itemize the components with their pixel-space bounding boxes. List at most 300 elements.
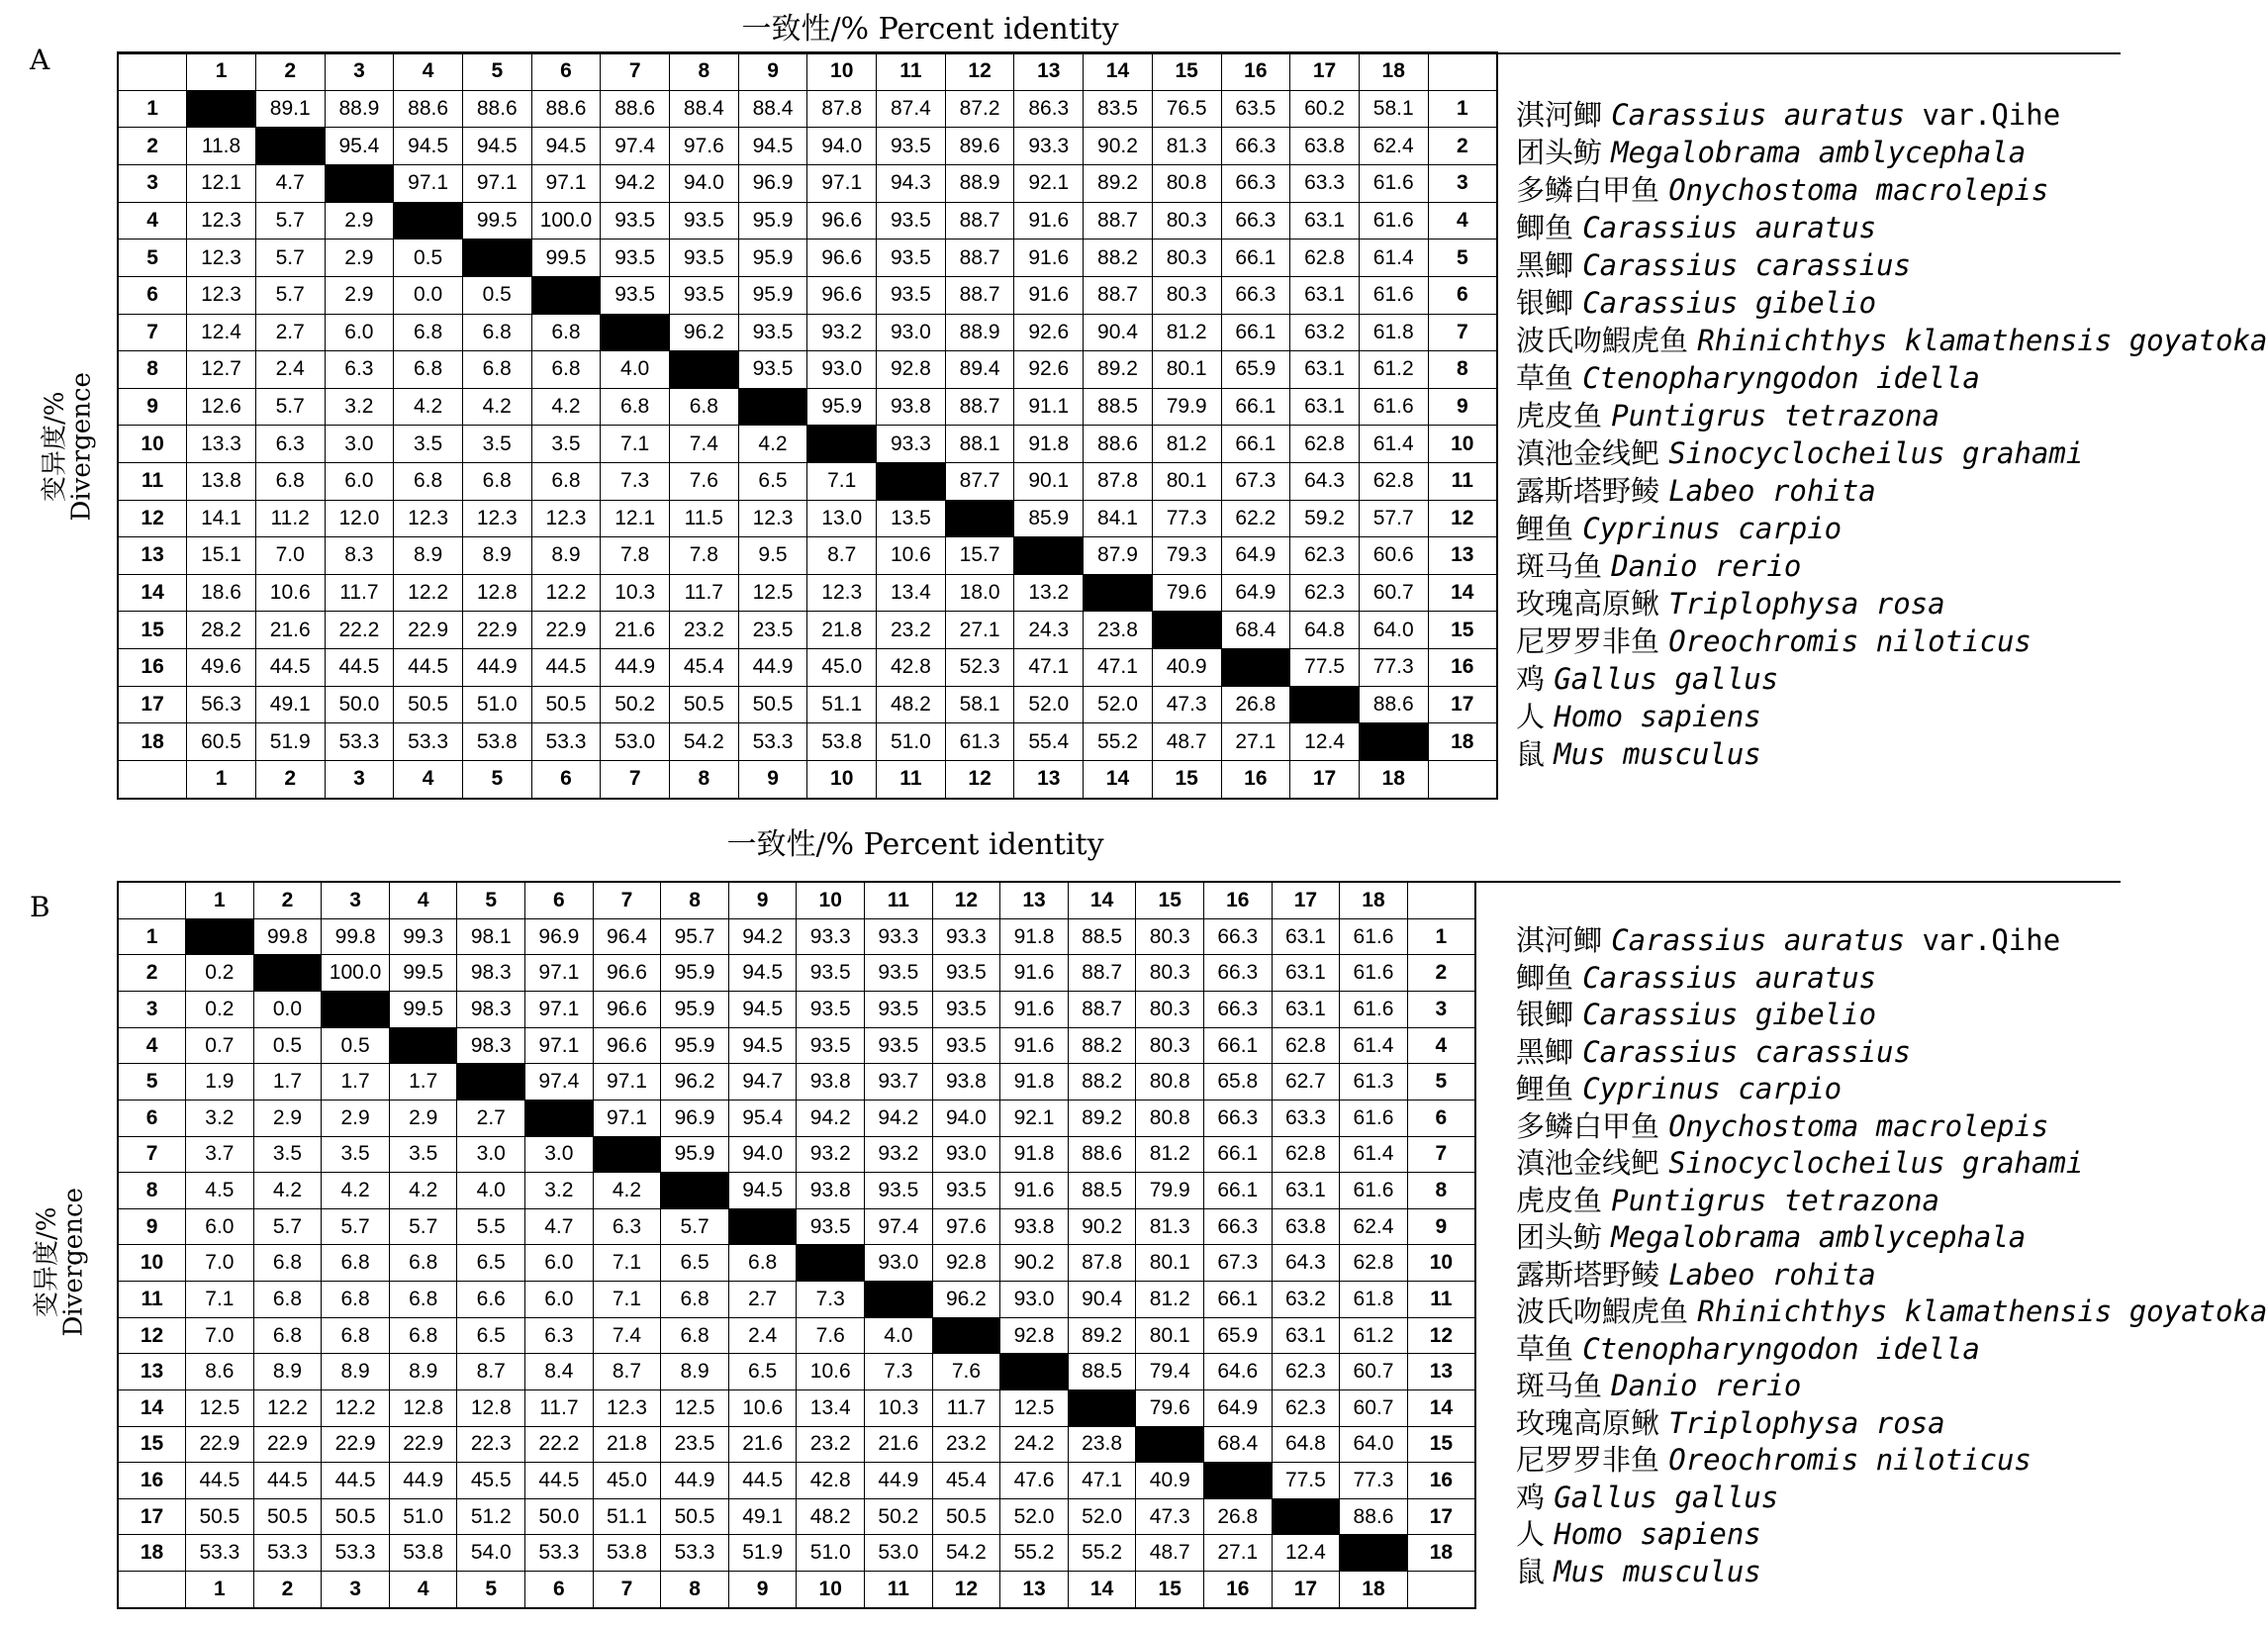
- matrix-cell: 93.5: [865, 1173, 933, 1209]
- matrix-cell: 79.3: [1152, 537, 1221, 575]
- matrix-cell: 88.9: [325, 90, 394, 128]
- matrix-cell: 63.2: [1272, 1282, 1340, 1318]
- row-header-right-13: 13: [1407, 1354, 1475, 1390]
- species-latin-name: Carassius gibelio: [1582, 998, 1877, 1031]
- matrix-cell: 7.6: [797, 1317, 865, 1354]
- matrix-cell: 1.7: [389, 1064, 457, 1101]
- matrix-cell: 90.2: [1084, 128, 1153, 165]
- matrix-cell: 76.5: [1152, 90, 1221, 128]
- matrix-cell: 80.3: [1152, 276, 1221, 314]
- matrix-cell: 97.6: [670, 128, 739, 165]
- matrix-cell: 44.5: [394, 649, 463, 687]
- column-header-1: 1: [186, 882, 254, 918]
- species-cn-name: 鲫鱼: [1516, 211, 1583, 244]
- species-cn-name: 玫瑰高原鳅: [1516, 587, 1669, 621]
- matrix-cell: 88.7: [945, 202, 1014, 239]
- matrix-cell: 96.2: [670, 314, 739, 351]
- species-latin-name: Sinocyclocheilus grahami: [1668, 436, 2084, 470]
- matrix-cell: 6.8: [253, 1282, 322, 1318]
- table-row: [118, 314, 1497, 351]
- matrix-cell: 93.5: [932, 1027, 1000, 1064]
- column-header-9: 9: [728, 882, 797, 918]
- table-row: [118, 1064, 1475, 1101]
- table-row: [118, 1245, 1475, 1282]
- matrix-cell: 2.9: [389, 1100, 457, 1136]
- matrix-cell: 7.0: [255, 537, 325, 575]
- row-header-right-11: 11: [1407, 1282, 1475, 1318]
- matrix-cell: 91.8: [1014, 426, 1084, 463]
- matrix-cell: 51.0: [877, 723, 946, 761]
- matrix-cell: 22.9: [322, 1426, 390, 1463]
- matrix-cell: 96.2: [661, 1064, 729, 1101]
- matrix-cell: 7.0: [186, 1245, 254, 1282]
- matrix-cell: 88.7: [1084, 202, 1153, 239]
- species-cn-name: 滇池金线鲃: [1516, 1146, 1669, 1180]
- matrix-cell: 0.5: [253, 1027, 322, 1064]
- column-header-16: 16: [1204, 882, 1273, 918]
- matrix-cell: 55.2: [1084, 723, 1153, 761]
- table-row: [118, 202, 1497, 239]
- matrix-cell: 4.7: [255, 165, 325, 203]
- matrix-cell: 51.1: [593, 1498, 661, 1535]
- panel-a-label: A: [30, 44, 50, 76]
- matrix-cell: 94.5: [728, 1027, 797, 1064]
- species-latin-name: Danio rerio: [1611, 549, 1802, 583]
- species-latin-name: Rhinichthys klamathensis goyatoka: [1697, 324, 2268, 357]
- matrix-cell: 53.0: [601, 723, 670, 761]
- matrix-cell: 60.7: [1340, 1354, 1408, 1390]
- matrix-cell: 50.5: [531, 686, 601, 723]
- species-latin-name: Carassius auratus: [1611, 923, 1906, 957]
- column-footer-14: 14: [1084, 760, 1153, 799]
- matrix-cell: 7.8: [601, 537, 670, 575]
- matrix-cell: 27.1: [1204, 1535, 1273, 1572]
- matrix-cell: 83.5: [1084, 90, 1153, 128]
- matrix-cell: 4.2: [531, 388, 601, 426]
- species-label: [1516, 582, 1945, 622]
- matrix-cell: 93.5: [797, 1208, 865, 1245]
- matrix-cell: 21.6: [255, 612, 325, 649]
- panel-a-ylabel-cn: 变异度/%: [40, 391, 70, 503]
- species-cn-name: 波氏吻鰕虎鱼: [1516, 1294, 1698, 1328]
- matrix-cell: 63.1: [1272, 955, 1340, 992]
- matrix-cell: 87.4: [877, 90, 946, 128]
- matrix-cell: 93.2: [797, 1136, 865, 1173]
- row-header-4: 4: [118, 202, 187, 239]
- matrix-cell: 10.3: [601, 574, 670, 612]
- matrix-cell: 88.9: [945, 165, 1014, 203]
- table-row: [118, 955, 1475, 992]
- row-header-right-16: 16: [1428, 649, 1497, 687]
- row-header-right-4: 4: [1428, 202, 1497, 239]
- matrix-cell: 63.8: [1272, 1208, 1340, 1245]
- species-label: [1516, 1215, 2026, 1256]
- matrix-cell: 6.8: [394, 314, 463, 351]
- species-cn-name: 多鳞白甲鱼: [1516, 1108, 1669, 1143]
- row-header-12: 12: [118, 500, 187, 537]
- matrix-cell: 66.3: [1204, 955, 1273, 992]
- matrix-cell: 61.3: [945, 723, 1014, 761]
- matrix-cell: 89.2: [1068, 1317, 1136, 1354]
- column-header-11: 11: [877, 52, 946, 90]
- matrix-cell: 51.9: [255, 723, 325, 761]
- matrix-cell: 79.9: [1152, 388, 1221, 426]
- species-label: [1516, 695, 1761, 735]
- matrix-cell: 63.2: [1290, 314, 1360, 351]
- matrix-cell: 50.2: [865, 1498, 933, 1535]
- matrix-cell: 53.3: [531, 723, 601, 761]
- matrix-cell: 88.6: [1068, 1136, 1136, 1173]
- panel-a-ylabel-en: Divergence: [67, 372, 97, 522]
- matrix-cell: 62.7: [1272, 1064, 1340, 1101]
- matrix-cell: 0.5: [462, 276, 531, 314]
- diagonal-cell: [187, 90, 256, 128]
- species-label: [1516, 131, 2026, 171]
- matrix-cell: 48.2: [877, 686, 946, 723]
- matrix-cell: 63.1: [1272, 1317, 1340, 1354]
- species-suffix: var.Qihe: [1905, 98, 2061, 132]
- species-latin-name: Carassius gibelio: [1582, 286, 1877, 320]
- row-header-18: 18: [118, 1535, 186, 1572]
- column-header-14: 14: [1068, 882, 1136, 918]
- matrix-cell: 96.6: [593, 992, 661, 1028]
- matrix-cell: 7.1: [593, 1282, 661, 1318]
- matrix-cell: 93.5: [797, 992, 865, 1028]
- matrix-cell: 11.7: [670, 574, 739, 612]
- matrix-cell: 91.6: [1000, 992, 1069, 1028]
- matrix-cell: 93.8: [797, 1173, 865, 1209]
- matrix-cell: 4.2: [253, 1173, 322, 1209]
- matrix-cell: 13.5: [877, 500, 946, 537]
- matrix-cell: 79.9: [1136, 1173, 1204, 1209]
- matrix-cell: 63.1: [1272, 1173, 1340, 1209]
- matrix-cell: 62.8: [1359, 462, 1428, 500]
- matrix-cell: 94.0: [807, 128, 877, 165]
- matrix-cell: 93.2: [807, 314, 877, 351]
- species-label: [1516, 993, 1876, 1033]
- species-cn-name: 尼罗罗非鱼: [1516, 1443, 1669, 1477]
- matrix-cell: 80.3: [1152, 239, 1221, 277]
- matrix-cell: 40.9: [1136, 1463, 1204, 1499]
- matrix-header-row: [118, 52, 1497, 90]
- matrix-cell: 86.3: [1014, 90, 1084, 128]
- matrix-cell: 8.4: [525, 1354, 594, 1390]
- column-header-9: 9: [738, 52, 807, 90]
- matrix-cell: 51.0: [389, 1498, 457, 1535]
- species-cn-name: 淇河鲫: [1516, 923, 1612, 957]
- matrix-cell: 44.5: [186, 1463, 254, 1499]
- species-cn-name: 玫瑰高原鳅: [1516, 1405, 1669, 1440]
- species-label: [1516, 1067, 1842, 1107]
- matrix-cell: 87.9: [1084, 537, 1153, 575]
- row-header-right-10: 10: [1407, 1245, 1475, 1282]
- row-header-right-4: 4: [1407, 1027, 1475, 1064]
- matrix-cell: 61.6: [1359, 165, 1428, 203]
- row-header-10: 10: [118, 1245, 186, 1282]
- matrix-cell: 5.7: [255, 276, 325, 314]
- matrix-cell: 61.3: [1340, 1064, 1408, 1101]
- matrix-cell: 93.5: [601, 239, 670, 277]
- matrix-cell: 98.3: [457, 955, 525, 992]
- diagonal-cell: [389, 1027, 457, 1064]
- table-row: [118, 90, 1497, 128]
- diagonal-cell: [738, 388, 807, 426]
- matrix-cell: 6.8: [322, 1282, 390, 1318]
- matrix-cell: 88.9: [945, 314, 1014, 351]
- matrix-cell: 45.5: [457, 1463, 525, 1499]
- table-row: [118, 723, 1497, 761]
- matrix-cell: 47.3: [1136, 1498, 1204, 1535]
- panel-b: [0, 819, 2268, 1628]
- matrix-cell: 88.7: [1068, 955, 1136, 992]
- matrix-cell: 98.3: [457, 1027, 525, 1064]
- matrix-cell: 12.3: [738, 500, 807, 537]
- species-latin-name: Megalobrama amblycephala: [1611, 136, 2027, 169]
- matrix-cell: 88.6: [1359, 686, 1428, 723]
- matrix-cell: 12.4: [1290, 723, 1360, 761]
- matrix-cell: 6.8: [389, 1245, 457, 1282]
- matrix-cell: 23.2: [797, 1426, 865, 1463]
- species-cn-name: 露斯塔野鲮: [1516, 1257, 1669, 1292]
- matrix-cell: 93.5: [877, 276, 946, 314]
- matrix-cell: 66.1: [1221, 388, 1290, 426]
- matrix-cell: 62.3: [1290, 537, 1360, 575]
- row-header-2: 2: [118, 128, 187, 165]
- matrix-cell: 81.3: [1136, 1208, 1204, 1245]
- matrix-cell: 54.0: [457, 1535, 525, 1572]
- diagonal-cell: [1136, 1426, 1204, 1463]
- matrix-cell: 7.0: [186, 1317, 254, 1354]
- matrix-cell: 61.4: [1340, 1027, 1408, 1064]
- diagonal-cell: [1068, 1389, 1136, 1426]
- matrix-cell: 97.1: [525, 992, 594, 1028]
- species-label: [1516, 206, 1876, 246]
- species-label: [1516, 1253, 1876, 1293]
- matrix-cell: 88.5: [1068, 1354, 1136, 1390]
- species-latin-name: Onychostoma macrolepis: [1668, 1108, 2049, 1143]
- matrix-cell: 44.9: [389, 1463, 457, 1499]
- matrix-corner: [118, 52, 187, 90]
- matrix-cell: 44.5: [525, 1463, 594, 1499]
- column-footer-12: 12: [945, 760, 1014, 799]
- row-header-right-2: 2: [1407, 955, 1475, 992]
- panel-a-ylabel: [40, 298, 97, 595]
- matrix-cell: 24.3: [1014, 612, 1084, 649]
- matrix-cell: 93.5: [932, 992, 1000, 1028]
- column-header-11: 11: [865, 882, 933, 918]
- matrix-cell: 23.8: [1084, 612, 1153, 649]
- matrix-cell: 47.1: [1068, 1463, 1136, 1499]
- matrix-cell: 40.9: [1152, 649, 1221, 687]
- species-cn-name: 团头鲂: [1516, 1220, 1612, 1254]
- matrix-cell: 5.7: [389, 1208, 457, 1245]
- species-cn-name: 斑马鱼: [1516, 1369, 1612, 1402]
- matrix-cell: 6.3: [525, 1317, 594, 1354]
- table-row: [118, 574, 1497, 612]
- matrix-cell: 13.0: [807, 500, 877, 537]
- diagonal-cell: [457, 1064, 525, 1101]
- column-footer-13: 13: [1000, 1572, 1069, 1608]
- matrix-cell: 88.6: [1084, 426, 1153, 463]
- diagonal-cell: [255, 128, 325, 165]
- matrix-cell: 61.4: [1340, 1136, 1408, 1173]
- species-cn-name: 滇池金线鲃: [1516, 436, 1669, 470]
- species-cn-name: 黑鲫: [1516, 248, 1583, 282]
- column-footer-17: 17: [1290, 760, 1360, 799]
- matrix-cell: 88.6: [394, 90, 463, 128]
- matrix-cell: 13.3: [187, 426, 256, 463]
- matrix-corner: [1407, 882, 1475, 918]
- matrix-cell: 2.9: [325, 276, 394, 314]
- matrix-cell: 2.7: [457, 1100, 525, 1136]
- matrix-cell: 6.5: [457, 1245, 525, 1282]
- species-latin-name: Onychostoma macrolepis: [1668, 173, 2049, 207]
- column-footer-4: 4: [389, 1572, 457, 1608]
- matrix-cell: 88.5: [1068, 1173, 1136, 1209]
- matrix-cell: 13.4: [877, 574, 946, 612]
- matrix-cell: 12.4: [187, 314, 256, 351]
- matrix-cell: 48.7: [1152, 723, 1221, 761]
- species-label: [1516, 1364, 1801, 1404]
- species-label: [1516, 1476, 1778, 1516]
- matrix-cell: 5.7: [255, 202, 325, 239]
- column-footer-8: 8: [661, 1572, 729, 1608]
- diagonal-cell: [877, 462, 946, 500]
- row-header-right-11: 11: [1428, 462, 1497, 500]
- species-label: [1516, 469, 1876, 510]
- matrix-cell: 18.6: [187, 574, 256, 612]
- matrix-cell: 61.8: [1340, 1282, 1408, 1318]
- matrix-cell: 52.0: [1000, 1498, 1069, 1535]
- matrix-cell: 90.2: [1000, 1245, 1069, 1282]
- matrix-corner: [118, 882, 186, 918]
- matrix-cell: 80.3: [1152, 202, 1221, 239]
- row-header-5: 5: [118, 1064, 186, 1101]
- row-header-9: 9: [118, 1208, 186, 1245]
- matrix-cell: 12.3: [394, 500, 463, 537]
- diagonal-cell: [1204, 1463, 1273, 1499]
- matrix-cell: 93.5: [601, 202, 670, 239]
- row-header-13: 13: [118, 1354, 186, 1390]
- matrix-cell: 50.5: [661, 1498, 729, 1535]
- matrix-cell: 77.3: [1359, 649, 1428, 687]
- matrix-cell: 88.6: [601, 90, 670, 128]
- table-row: [118, 918, 1475, 955]
- matrix-cell: 44.5: [255, 649, 325, 687]
- matrix-cell: 65.9: [1204, 1317, 1273, 1354]
- matrix-cell: 4.2: [462, 388, 531, 426]
- matrix-cell: 0.5: [322, 1027, 390, 1064]
- matrix-cell: 8.9: [394, 537, 463, 575]
- matrix-cell: 61.2: [1359, 351, 1428, 389]
- matrix-cell: 88.7: [1068, 992, 1136, 1028]
- column-header-2: 2: [253, 882, 322, 918]
- matrix-footer-row: [118, 1572, 1475, 1608]
- matrix-cell: 23.2: [877, 612, 946, 649]
- row-header-9: 9: [118, 388, 187, 426]
- row-header-right-9: 9: [1428, 388, 1497, 426]
- matrix-cell: 97.4: [525, 1064, 594, 1101]
- species-label: [1516, 1512, 1761, 1553]
- species-latin-name: Danio rerio: [1611, 1369, 1802, 1402]
- matrix-cell: 12.5: [738, 574, 807, 612]
- species-label: [1516, 394, 1939, 434]
- matrix-cell: 22.3: [457, 1426, 525, 1463]
- matrix-cell: 10.3: [865, 1389, 933, 1426]
- matrix-cell: 6.8: [389, 1317, 457, 1354]
- matrix-cell: 93.5: [932, 955, 1000, 992]
- matrix-cell: 45.0: [593, 1463, 661, 1499]
- species-cn-name: 斑马鱼: [1516, 549, 1612, 583]
- matrix-cell: 12.3: [531, 500, 601, 537]
- matrix-cell: 12.4: [1272, 1535, 1340, 1572]
- row-header-right-17: 17: [1407, 1498, 1475, 1535]
- column-header-17: 17: [1272, 882, 1340, 918]
- matrix-cell: 96.6: [807, 202, 877, 239]
- matrix-cell: 95.9: [661, 992, 729, 1028]
- matrix-cell: 15.1: [187, 537, 256, 575]
- column-footer-16: 16: [1204, 1572, 1273, 1608]
- matrix-cell: 79.6: [1152, 574, 1221, 612]
- matrix-cell: 67.3: [1204, 1245, 1273, 1282]
- column-header-1: 1: [187, 52, 256, 90]
- species-label: [1516, 732, 1761, 773]
- diagonal-cell: [1272, 1498, 1340, 1535]
- matrix-cell: 61.4: [1359, 426, 1428, 463]
- diagonal-cell: [1000, 1354, 1069, 1390]
- matrix-cell: 6.8: [462, 314, 531, 351]
- table-row: [118, 1463, 1475, 1499]
- matrix-cell: 91.8: [1000, 1136, 1069, 1173]
- species-cn-name: 露斯塔野鲮: [1516, 474, 1669, 508]
- matrix-cell: 11.7: [932, 1389, 1000, 1426]
- matrix-cell: 22.9: [462, 612, 531, 649]
- diagonal-cell: [670, 351, 739, 389]
- matrix-cell: 50.2: [601, 686, 670, 723]
- diagonal-cell: [797, 1245, 865, 1282]
- matrix-cell: 64.8: [1290, 612, 1360, 649]
- species-label: [1516, 1030, 1911, 1071]
- matrix-cell: 93.3: [797, 918, 865, 955]
- matrix-cell: 6.8: [394, 351, 463, 389]
- matrix-cell: 97.4: [601, 128, 670, 165]
- matrix-cell: 63.1: [1272, 992, 1340, 1028]
- matrix-cell: 62.4: [1359, 128, 1428, 165]
- table-row: [118, 992, 1475, 1028]
- matrix-cell: 94.5: [728, 1173, 797, 1209]
- matrix-cell: 6.8: [322, 1245, 390, 1282]
- diagonal-cell: [932, 1317, 1000, 1354]
- species-latin-name: Triplophysa rosa: [1668, 587, 1945, 621]
- matrix-header-row: [118, 882, 1475, 918]
- row-header-right-10: 10: [1428, 426, 1497, 463]
- matrix-cell: 51.0: [462, 686, 531, 723]
- matrix-cell: 44.9: [738, 649, 807, 687]
- row-header-7: 7: [118, 314, 187, 351]
- column-header-7: 7: [593, 882, 661, 918]
- matrix-cell: 66.1: [1221, 314, 1290, 351]
- column-header-18: 18: [1359, 52, 1428, 90]
- matrix-cell: 45.4: [932, 1463, 1000, 1499]
- species-latin-name: Mus musculus: [1554, 1554, 1761, 1588]
- matrix-cell: 7.1: [593, 1245, 661, 1282]
- matrix-cell: 6.8: [661, 1317, 729, 1354]
- matrix-cell: 6.3: [593, 1208, 661, 1245]
- table-row: [118, 462, 1497, 500]
- matrix-cell: 87.8: [807, 90, 877, 128]
- matrix-cell: 81.2: [1152, 314, 1221, 351]
- column-footer-18: 18: [1340, 1572, 1408, 1608]
